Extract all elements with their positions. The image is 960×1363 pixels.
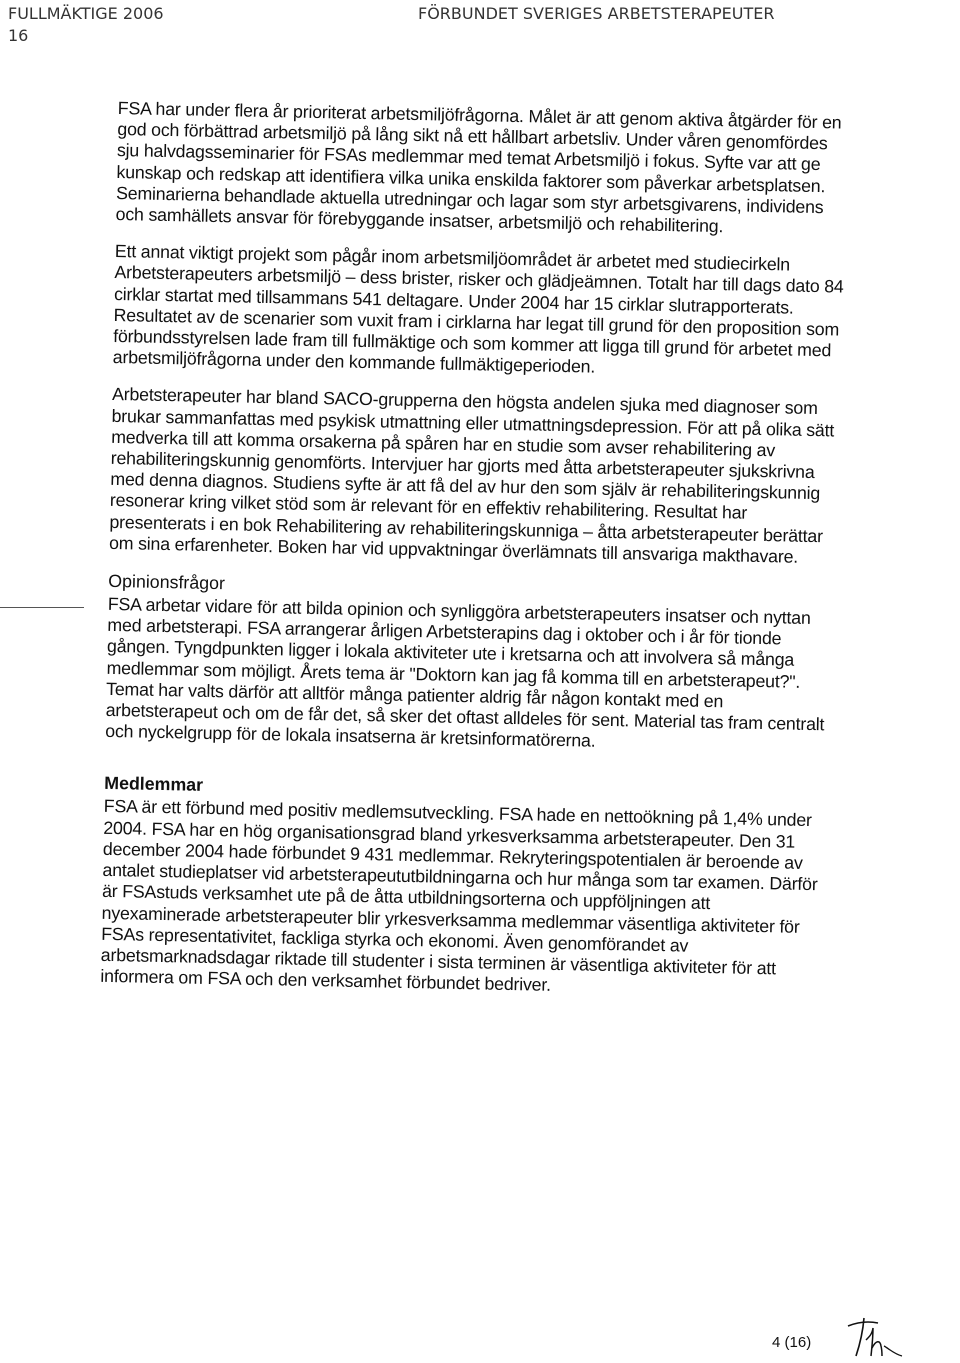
document-body bbox=[100, 98, 848, 1018]
heading-members: Medlemmar bbox=[104, 773, 204, 796]
handwritten-initials bbox=[842, 1316, 906, 1363]
footer-page-count: 4 (16) bbox=[772, 1334, 812, 1351]
paragraph-members: FSA är ett förbund med positiv medlemsutveckling. FSA hade en nettoökning på 1,4% under 2004. FSA har en hög organisationsgrad bland yrkesverksamma arbetsterapeuter. Den 31 december 2004 hade förbundet 9 431 medlemmar. Rekryteringspotentialen är beroende av antalet studieplatser vid arbetsterapeututbildningarna och hur många som tar examen. Därför är FSAstuds verksamhet ute på de åtta utbildningsorterna och uppföljningen att nyexaminerade arbetsterapeuter blir yrkesverksamma medlemmar väsentliga aktiviteter för FSAs representativitet, fackliga styrka och ekonomi. Även genomförandet av arbetsmarknadsdagar riktade till studenter i sista terminen är väsentliga aktiviteter för att informera om FSA och den verksamhet förbundet bedriver. bbox=[100, 796, 818, 995]
paragraph-rehabilitation-study: Arbetsterapeuter har bland SACO-grupperna den högsta andelen sjuka med diagnoser som brukar sammanfattas med psykisk utmattning eller utmattningsdepression. För att på olika sätt medverka till att komma orsakerna på spåren har en studie som avser rehabilitering av rehabiliteringskunnig genomförts. Intervjuer har gjorts med åtta arbetsterapeuter sjukskrivna med denna diagnos. Studiens syfte är att få del av hur den som själv är rehabiliteringskunnig resonerar kring vilket stöd som är relevant för en effektiv rehabilitering. Resultat har presenterats i en bok Rehabilitering av rehabiliteringskunniga – åtta arbetsterapeuter berättar om sina erfarenheter. Boken har vid uppvaktningar överlämnats till ansvariga makthavare. bbox=[108, 384, 835, 567]
header-page-number: 16 bbox=[8, 26, 29, 45]
page-header bbox=[8, 4, 948, 48]
header-document-title: FULLMÄKTIGE 2006 bbox=[8, 4, 164, 23]
header-organization: FÖRBUNDET SVERIGES ARBETSTERAPEUTER bbox=[418, 4, 775, 23]
margin-line bbox=[0, 607, 84, 608]
paragraph-opinion: FSA arbetar vidare för att bilda opinion och synliggöra arbetsterapeuters insatser och nyttan med arbetsterapi. FSA arrangerar årligen Arbetsterapins dag i oktober och i år för tionde gången. Tyngdpunkten ligger i lokala aktiviteter ute i kretsarna och att involvera så många medlemmar som möjligt. Årets tema är "Doktorn kan jag få komma till en arbetsterapeut?". Temat har valts därför att alltför många patienter aldrig får någon kontakt med en arbetsterapeut och om de får det, så sker det oftast alldeles för sent. Material tas fram centralt och nyckelgrupp för de lokala insatserna är kretsinformatörerna. bbox=[105, 593, 825, 751]
paragraph-study-circle: Ett annat viktigt projekt som pågår inom arbetsmiljöområdet är arbetet med studiecirkeln Arbetsterapeuters arbetsmiljö – dess brister, risker och glädjeämnen. Totalt har till dags dato 84 cirklar startat med tillsammans 541 deltagare. Under 2004 har 15 cirklar slutrapporterats. Resultatet av de scenarier som vuxit fram i cirklarna har legat till grund för den proposition som förbundsstyrelsen lade fram till fullmäktige och som kommer att ligga till grund för arbetet med arbetsmiljöfrågorna under den kommande fullmäktigeperioden. bbox=[112, 241, 844, 377]
paragraph-work-environment: FSA har under flera år prioriterat arbetsmiljöfrågorna. Målet är att genom aktiva åtgärder för en god och förbättrad arbetsmiljö på lång sikt nå ett hållbart arbetsliv. Under våren genomfördes sju halvdagsseminarier för FSAs medlemmar med temat Arbetsmiljö i fokus. Syfte var att ge kunskap och redskap att identifiera vilka unika enskilda faktorer som påverkar arbetsplatsen. Seminarierna behandlade aktuella utredningar och lagar som styr arbetsgivarens, individens och samhällets ansvar för förebyggande insatser, arbetsmiljö och rehabilitering. bbox=[115, 98, 842, 237]
heading-opinion: Opinionsfrågor bbox=[108, 570, 226, 594]
